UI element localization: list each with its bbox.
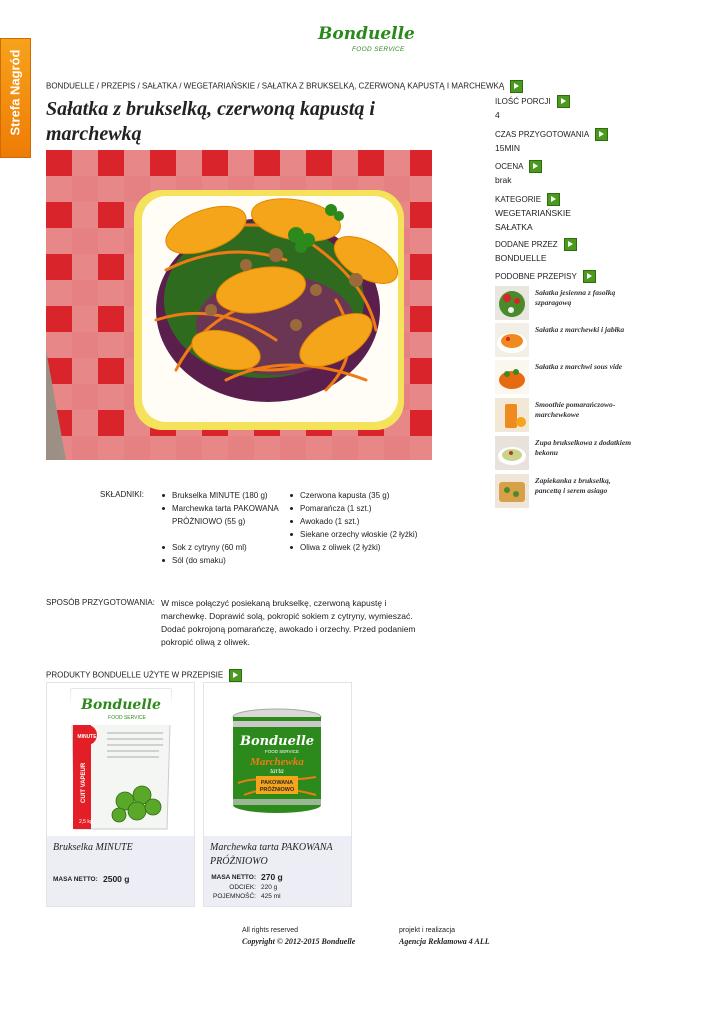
added-by-block [495,238,577,263]
ingredient-item: Oliwa z oliwek (2 łyżki) [288,541,418,554]
volume-label: POJEMNOŚĆ: [213,893,256,900]
play-arrow-icon[interactable] [229,669,242,682]
rewards-zone-tab[interactable] [0,38,31,158]
page-title: Sałatka z brukselką, czerwoną kapustą i marchewką [46,98,375,145]
portions-value: 4 [495,110,500,120]
similar-recipe-item[interactable] [495,436,635,470]
net-weight-label: MASA NETTO: [53,876,98,883]
rating-value: brak [495,175,512,185]
rights-text: All rights reserved [242,927,299,934]
similar-recipe-item[interactable] [495,286,635,320]
product-name: Brukselka MINUTE [53,842,133,853]
ingredient-item: Pomarańcza (1 szt.) [288,502,418,515]
similar-recipe-item[interactable] [495,398,635,432]
ingredient-item: Awokado (1 szt.) [288,515,418,528]
category-item[interactable]: WEGETARIAŃSKIE [495,208,571,218]
time-label: CZAS PRZYGOTOWANIA [495,129,590,139]
categories-block [495,193,571,232]
recipe-thumbnail [495,323,529,357]
similar-recipe-title: Sałatka jesienna z fasolką szparagową [535,288,616,307]
product-info [204,836,351,906]
pack-line2: tarta [270,767,284,775]
similar-recipe-item[interactable] [495,474,635,508]
net-weight-value: 2500 g [103,874,130,884]
ingredient-item: Siekane orzechy włoskie (2 łyżki) [288,528,418,541]
footer-credits [399,927,490,946]
added-by-label: DODANE PRZEZ [495,239,558,249]
product-image [47,683,194,835]
product-image [204,683,351,835]
ingredients-label: SKŁADNIKI: [100,490,145,499]
net-weight-label: MASA NETTO: [211,874,256,881]
similar-recipe-item[interactable] [495,360,635,394]
recipe-thumbnail [495,398,529,432]
product-card[interactable] [46,682,195,907]
logo-name: Bonduelle [318,24,415,44]
copyright-text: Copyright © 2012-2015 Bonduelle [242,937,356,946]
categories-label: KATEGORIE [495,194,542,204]
similar-recipe-title: Sałatka z marchwi sous vide [535,362,623,371]
ingredient-item: Sól (do smaku) [160,554,280,567]
similar-recipe-item[interactable] [495,323,635,357]
breadcrumb [46,80,505,93]
agency-link[interactable]: Agencja Reklamowa 4 ALL [399,937,490,946]
play-arrow-icon[interactable] [510,80,523,93]
pack-line4: PRÓŻNIOWO [259,787,295,793]
pack-line: MINUTE [77,734,97,740]
drained-weight-value: 220 g [261,884,278,891]
similar-recipes-heading [495,270,596,283]
pack-line: Marchewka [250,756,304,768]
time-value: 15MIN [495,143,521,153]
ingredient-item: Marchewka tarta PAKOWANA PRÓŻNIOWO (55 g) [160,502,280,528]
similar-recipe-title: Zapiekanka z brukselką, pancettą i serem asiago [535,476,611,495]
ingredient-item: Czerwona kapusta (35 g) [288,489,418,502]
bonduelle-logo[interactable] [318,24,415,58]
ingredients-list-1 [160,489,280,567]
product-info [47,836,194,906]
footer-copyright [242,927,355,946]
rating-label: OCENA [495,161,524,171]
method-label: SPOSÓB PRZYGOTOWANIA: [46,598,155,607]
product-card[interactable] [203,682,352,907]
ingredient-item: Brukselka MINUTE (180 g) [160,489,280,502]
project-text: projekt i realizacja [399,927,456,934]
pack-weight: 2,5 kg [79,819,93,825]
pack-sub: FOOD SERVICE [108,715,146,721]
pack-line3: PAKOWANA [260,780,294,786]
similar-recipes-label: PODOBNE PRZEPISY [495,271,577,281]
recipe-thumbnail [495,436,529,470]
ingredient-item: Sok z cytryny (60 ml) [160,541,280,554]
method-text: W misce połączyć posiekaną brukselkę, czerwoną kapustę i marchewkę. Doprawić solą, pokropić sokiem z cytryny, wymieszać. Dodać pokrojoną pomarańczę, awokado i orzechy. Przed podaniem pokropić oliwą z oliwek. [161,598,416,647]
play-arrow-icon[interactable] [564,238,577,251]
recipe-thumbnail [495,286,529,320]
pack-brand: Bonduelle [239,734,315,749]
play-arrow-icon[interactable] [595,128,608,141]
category-item[interactable]: SAŁATKA [495,222,533,232]
play-arrow-icon[interactable] [557,95,570,108]
product-name: Marchewka tarta PAKOWANA PRÓŻNIOWO [210,842,333,867]
play-arrow-icon[interactable] [529,160,542,173]
ingredients-list-2 [288,489,418,554]
pack-brand: Bonduelle [81,697,161,713]
products-label: PRODUKTY BONDUELLE UŻYTE W PRZEPISIE [46,670,224,680]
rating-block [495,160,542,185]
logo-sub: FOOD SERVICE [352,46,405,53]
recipe-photo [46,150,432,460]
pack-sub: FOOD SERVICE [265,749,299,754]
similar-recipe-title: Sałatka z marchewki i jabłka [535,325,625,334]
time-block [495,128,608,153]
drained-weight-label: ODCIEK: [229,884,256,891]
net-weight-value: 270 g [261,872,283,882]
similar-recipe-title: Smoothie pomarańczowo-marchewkowe [535,400,616,419]
pack-side: CUIT VAPEUR [81,762,87,803]
recipe-thumbnail [495,474,529,508]
added-by-value: BONDUELLE [495,253,547,263]
recipe-thumbnail [495,360,529,394]
portions-label: ILOŚĆ PORCJI [495,96,551,106]
play-arrow-icon[interactable] [583,270,596,283]
portions-block [495,95,570,120]
similar-recipe-title: Zupa brukselkowa z dodatkiem bekonu [535,438,632,457]
play-arrow-icon[interactable] [547,193,560,206]
rewards-zone-label: Strefa Nagród [7,49,23,136]
breadcrumb-text[interactable]: BONDUELLE / PRZEPIS / SAŁATKA / WEGETARIAŃSKIE / SAŁATKA Z BRUKSELKĄ, CZERWONĄ KAPUSTĄ I MARCHEWKĄ [46,81,505,91]
volume-value: 425 ml [261,893,281,900]
products-heading [46,669,242,682]
